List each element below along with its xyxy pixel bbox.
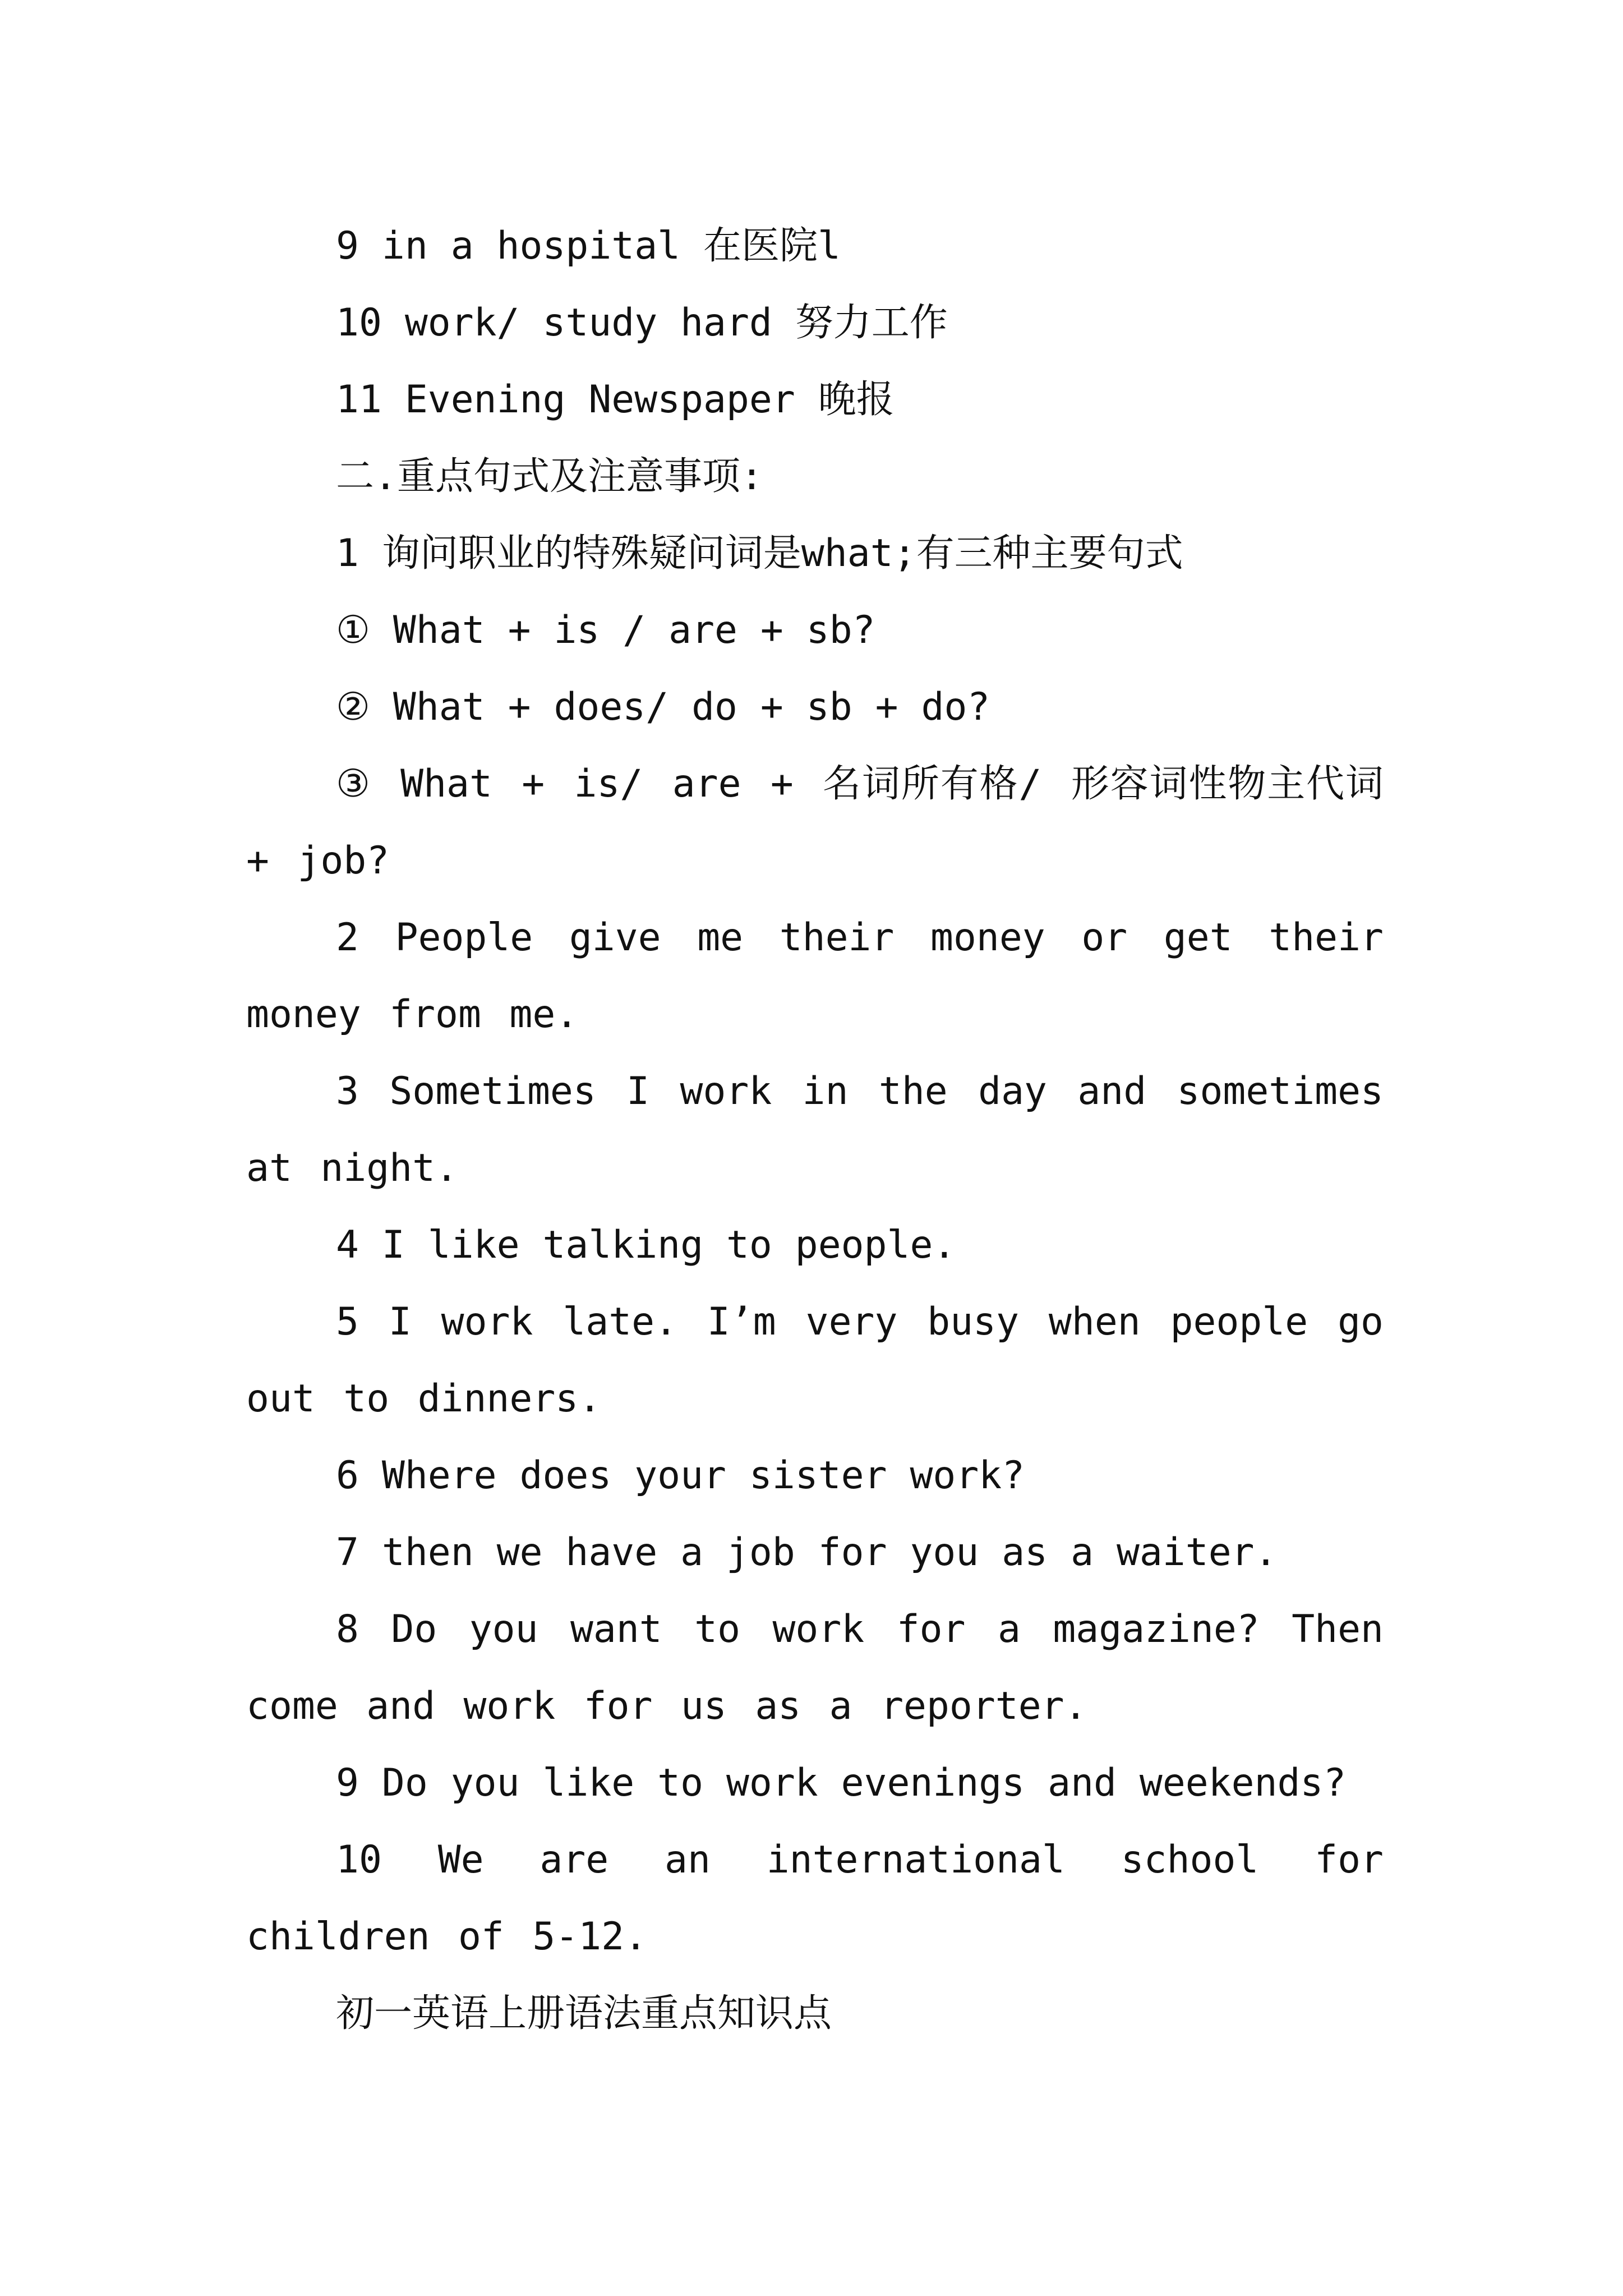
key-sentence-5: 5 I work late. I’m very busy when people go out to dinners.	[246, 1300, 1384, 1421]
next-section-title: 初一英语上册语法重点知识点	[336, 1991, 832, 2036]
key-sentence-9: 9 Do you like to work evenings and weekends?	[336, 1761, 1347, 1805]
key-sentence-2: 2 People give me their money or get their money from me.	[246, 915, 1384, 1037]
grammar-point-1: 1 询问职业的特殊疑问词是what;有三种主要句式	[336, 531, 1183, 576]
key-sentence-7: 7 then we have a job for you as a waiter.	[336, 1530, 1278, 1575]
vocab-item-9: 9 in a hospital 在医院l	[336, 224, 841, 268]
sentence-pattern-1: ① What + is / are + sb?	[336, 608, 875, 652]
sentence-pattern-2: ② What + does/ do + sb + do?	[336, 685, 990, 729]
key-sentence-4: 4 I like talking to people.	[336, 1223, 956, 1267]
sentence-pattern-3: ③ What + is/ are + 名词所有格/ 形容词性物主代词 + job?	[246, 762, 1384, 883]
key-sentence-10: 10 We are an international school for children of 5-12.	[246, 1838, 1384, 1959]
section-heading: 二.重点句式及注意事项:	[336, 454, 763, 499]
key-sentence-6: 6 Where does your sister work?	[336, 1453, 1025, 1498]
key-sentence-3: 3 Sometimes I work in the day and sometimes at night.	[246, 1069, 1384, 1190]
document-body	[246, 208, 1384, 2052]
vocab-item-10: 10 work/ study hard 努力工作	[336, 301, 948, 345]
key-sentence-8: 8 Do you want to work for a magazine? Then come and work for us as a reporter.	[246, 1607, 1384, 1728]
vocab-item-11: 11 Evening Newspaper 晚报	[336, 378, 895, 422]
